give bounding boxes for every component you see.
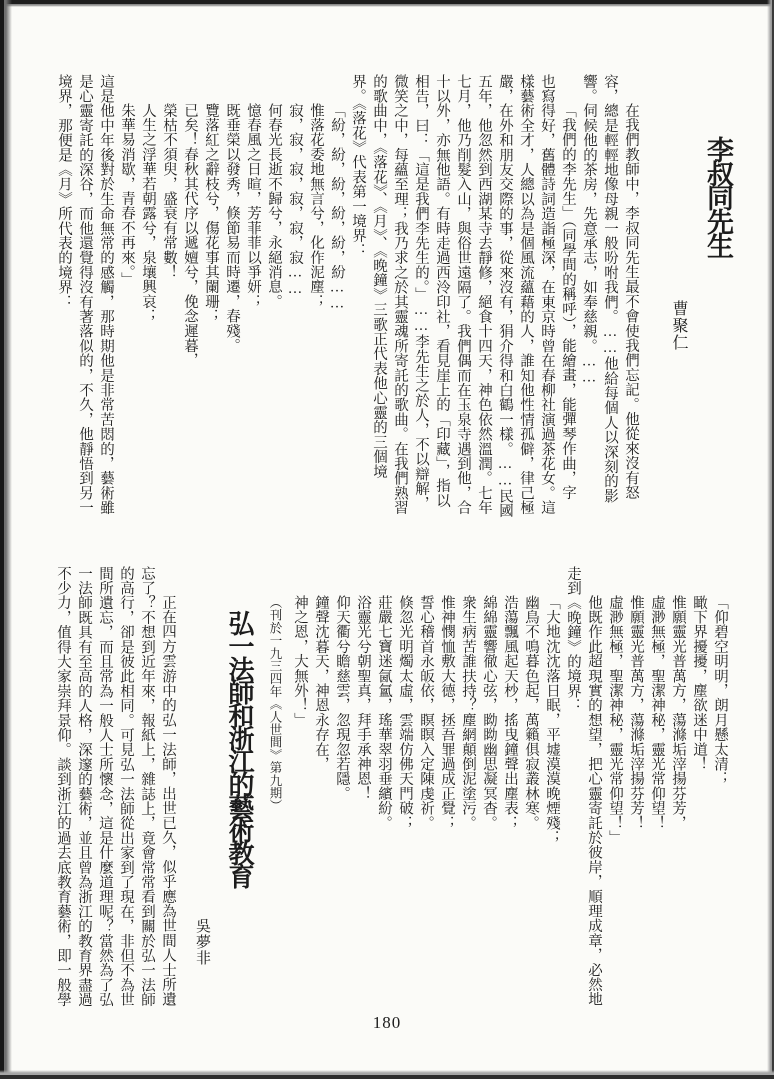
text-column: 仰天衢兮瞻慈雲，忽現忽若隱。 (334, 595, 350, 801)
text-column: 界。《落花》代表第一境界： (350, 74, 366, 258)
article1-title: 李叔同先生 (703, 136, 733, 256)
text-column: 「大地沈沈落日眠，平墟漠漠晚煙殘； (544, 595, 560, 845)
text-column: 的歌曲中，《落花》、《月》、《晚鐘》三歌正代表他心靈的三個境 (371, 74, 387, 479)
text-column: 相告，曰：「這是我們李先生的。」……李先生之於人，不以辯解， (413, 74, 429, 511)
text-column: 「仰碧空明明，朗月懸太清； (712, 595, 728, 787)
text-column: 人生之浮華若朝露兮，泉壤興哀； (140, 103, 156, 324)
text-column: 浩蕩飄風起天杪，搖曳鐘聲出塵表； (502, 595, 518, 831)
text-column: 「紛，紛，紛，紛，紛，紛…… (329, 103, 345, 312)
text-column: 浴靈光兮朝聖真，拜手承神恩！ (355, 595, 371, 801)
text-column: 是心靈寄託的深谷，而他還覺得沒有著落似的，不久，他靜悟到另一 (77, 74, 93, 515)
text-column: 走到《晚鐘》的境界： (565, 566, 581, 713)
text-column: 樣藝術全才，人總以為是個風流蘊藉的人，誰知他性情孤僻，律己極 (518, 74, 534, 515)
article1-citation: （刊於一九三四年《人世間》第九期） (268, 596, 282, 812)
text-column: 不少力，值得大家崇拜景仰。談到浙江的過去底教育藝術，即一般學 (55, 566, 71, 1007)
text-column: 惟願靈光普萬方，蕩滌垢滓揚芬芳！ (628, 595, 644, 831)
text-column: 一法師既具有至高的人格，深邃的藝術，並且曾為浙江的教育界盡過 (76, 566, 92, 1007)
text-column: 在我們教師中，李叔同先生最不會使我們忘記。他從來沒有怒 (623, 103, 639, 500)
text-column: 這是他中年後對於生命無常的感觸，那時期他是非常苦悶的，藝術雖 (98, 74, 114, 515)
text-column: 他既作此超現實的想望，把心靈寄託於彼岸，順理成章，必然地 (586, 595, 602, 1007)
text-column: 七月，他乃削髮入山，與俗世遠隔了。我們偶而在玉泉寺遇到他，合 (455, 74, 471, 515)
text-column: 也寫得好，舊體詩詞造詣極深，在東京時曾在春柳社演過茶花女。這 (539, 74, 555, 515)
text-column: 嚴，在外和朋友交際的事，從來沒有，狷介得和白鶴一樣。……民國 (497, 74, 513, 518)
text-column: 朱華易消歇，青春不再來。」 (119, 103, 135, 287)
text-column: 既垂榮以發秀，倏節易而時遷，春殘。 (224, 103, 240, 353)
article1-author: 曹聚仁 (670, 300, 687, 351)
text-column: 覽落紅之辭枝兮，傷花事其闌珊； (203, 103, 219, 324)
text-column: 倏忽光明燭太虛，雲端仿佛天門破； (397, 595, 413, 831)
article2-title: 弘一法師和浙江的藝術教育 (225, 610, 254, 886)
text-column: 微笑之中，每蘊至理；我乃求之於其靈魂所寄託的歌曲。在我們熟習 (392, 74, 408, 515)
article1-section (53, 74, 736, 546)
text-column: 莊嚴七寶迷氤氳，瑤華翠羽垂繽紛。 (376, 595, 392, 831)
text-column: 境界，那便是《月》所代表的境界： (56, 74, 72, 310)
text-column: 榮枯不須臾，盛衰有常數！ (161, 103, 177, 280)
text-column: 忘了？不想到近年來，報紙上，雜誌上，竟會常常看到關於弘一法師 (139, 566, 155, 1007)
text-column: 十以外，亦無他語。有時走過西泠印社，看見崖上的「印藏」，指以 (434, 74, 450, 508)
text-column: 神之恩，大無外！」 (292, 595, 308, 728)
scan-edge-top (0, 0, 774, 7)
text-column: 何春光長逝不歸兮，永絕消息。 (266, 103, 282, 309)
text-column: 虛渺無極，聖潔神秘，靈光常仰望！」 (607, 595, 623, 845)
text-column: 間所遺忘，而且常為一般人士所懷念，這是什麼道理呢？當然為了弘 (97, 566, 113, 1007)
text-column: 正在四方雲游中的弘一法師，出世已久，似乎應為世間人士所遺 (160, 595, 176, 1007)
text-column: 惟神憫恤敷大德，拯吾罪過成正覺； (439, 595, 455, 831)
text-column: 已矣！春秋其代序以遞嬗兮，俛念遲暮， (182, 103, 198, 368)
text-column: 響。伺候他的茶房，先意承志，如奉慈親。…… (581, 74, 597, 386)
text-column: 瞰下界擾擾，塵欲迷中道！ (691, 595, 707, 772)
text-column: 綿綿靈響徹心弦，眑眑幽思凝冥杳。 (481, 595, 497, 831)
text-column: 惟落花委地無言兮，化作泥塵； (308, 103, 324, 309)
text-column: 虛渺無極，聖潔神秘，靈光常仰望！ (649, 595, 665, 831)
text-column: 憶春風之日暄，芳菲菲以爭妍； (245, 103, 261, 309)
article2-author: 吳夢非 (194, 918, 210, 966)
text-column: 的高行，卻是彼此相同。可見弘一法師從出家到了現在，非但不為世 (118, 566, 134, 1007)
text-column: 惟願靈光普萬方，蕩滌垢滓揚芬芳， (670, 595, 686, 831)
text-column: 誓心稽首永皈依，瞑瞑入定陳虔祈。 (418, 595, 434, 831)
scan-edge-right (767, 0, 774, 1079)
text-column: 幽鳥不鳴暮色起，萬籟俱寂叢林寒。 (523, 595, 539, 831)
text-column: 五年，他忽然到西湖某寺去靜修，絕食十四天，神色依然溫潤。七年 (476, 74, 492, 515)
text-column: 寂，寂，寂，寂，寂，寂…… (287, 103, 303, 298)
text-column: 容，總是輕輕地像母親一般吩咐我們。……他給每個人以深刻的影 (602, 74, 618, 504)
scan-edge-bottom (0, 1070, 774, 1079)
text-column: 「我們的李先生」（同學間的稱呼），能繪畫，能彈琴作曲，字 (560, 103, 576, 501)
article1-continuation-and-article2-section (52, 566, 730, 1012)
text-column: 衆生病苦誰扶持？塵網顛倒泥塗污。 (460, 595, 476, 831)
page-number: 180 (372, 1013, 402, 1032)
text-column: 鐘聲沈暮天，神恩永存在， (313, 595, 329, 772)
scan-edge-left (0, 0, 12, 1079)
